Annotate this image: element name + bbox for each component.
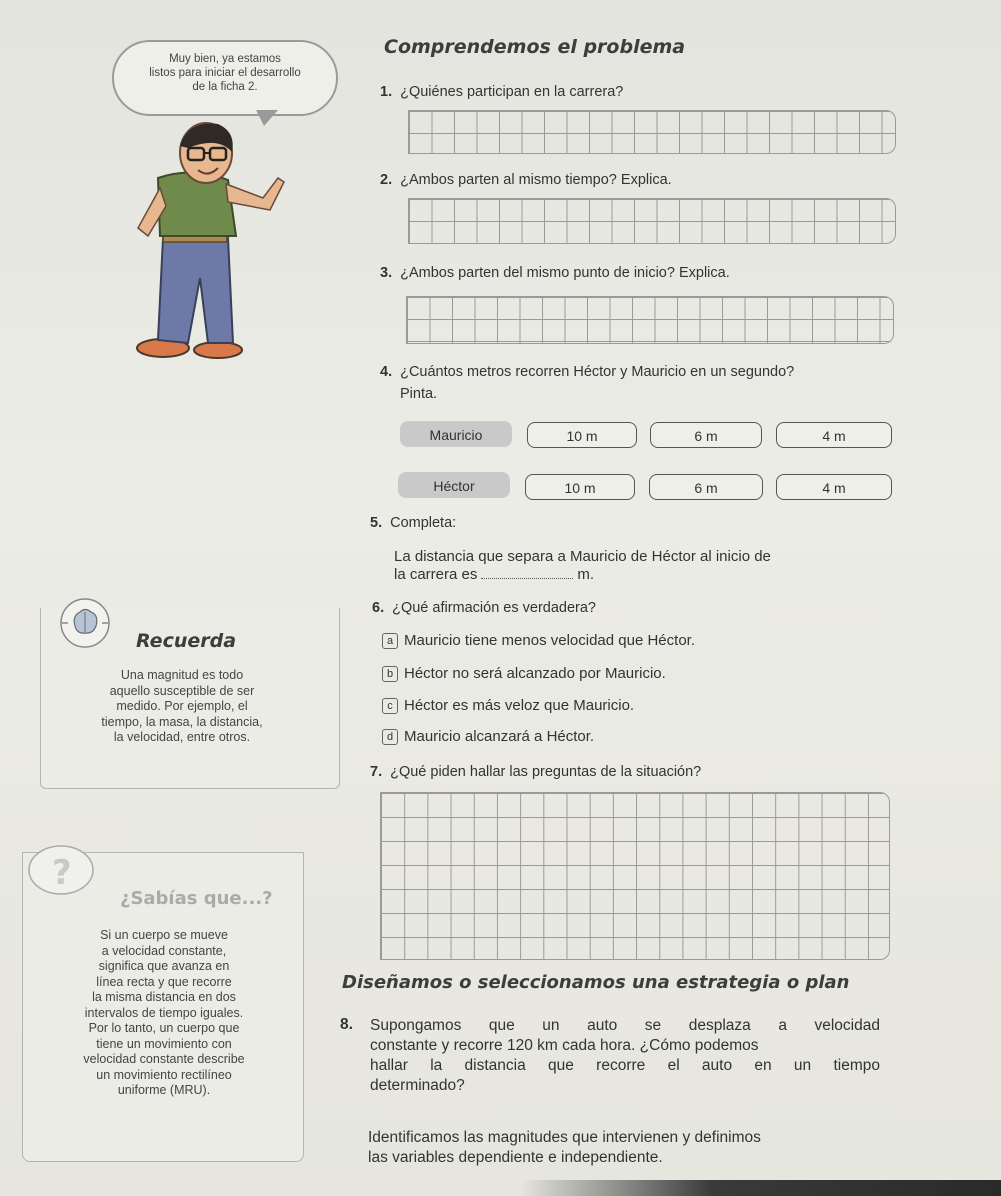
question-2 (380, 172, 672, 188)
q8-line-4: determinado? (370, 1077, 465, 1094)
q4-text: ¿Cuántos metros recorren Héctor y Mauricio en un segundo? (400, 364, 795, 380)
recuerda-line-2: aquello susceptible de ser (109, 683, 255, 698)
q4-instruction: Pinta. (400, 386, 438, 402)
q7-number: 7. (370, 764, 383, 780)
option-mauricio-6m[interactable]: 6 m (650, 422, 762, 448)
q6-option-c-letter: c (382, 698, 398, 714)
option-mauricio-10m[interactable]: 10 m (527, 422, 637, 448)
identify-note (368, 1128, 761, 1168)
q1-number: 1. (380, 84, 393, 100)
q6-option-d-letter: d (382, 729, 398, 745)
bubble-line-1: Muy bien, ya estamos (169, 53, 281, 65)
sabias-line-11: uniforme (MRU). (117, 1083, 211, 1097)
question-3 (380, 265, 730, 281)
sabias-title: ¿Sabías que...? (120, 888, 273, 909)
q4-number: 4. (380, 364, 393, 380)
question-7 (370, 764, 701, 780)
q3-text: ¿Ambos parten del mismo punto de inicio? Explica. (400, 265, 730, 281)
sabias-line-8: tiene un movimiento con (96, 1036, 232, 1051)
q2-number: 2. (380, 172, 393, 188)
q6-option-a-letter: a (382, 633, 398, 649)
q6-option-b-text: Héctor no será alcanzado por Mauricio. (404, 665, 666, 682)
sabias-line-4: línea recta y que recorre (96, 974, 232, 989)
q8-number: 8. (340, 1016, 353, 1033)
recuerda-line-1: Una magnitud es todo (120, 668, 244, 682)
question-4 (380, 364, 794, 380)
bubble-line-3: de la ficha 2. (192, 81, 258, 93)
pill-mauricio-label: Mauricio (400, 421, 512, 447)
sabias-line-6: intervalos de tiempo iguales. (84, 1005, 244, 1020)
answer-grid-2[interactable] (408, 198, 896, 244)
recuerda-text (52, 668, 312, 746)
q5-text: Completa: (390, 515, 457, 531)
question-1 (380, 84, 623, 100)
q6-option-c-text: Héctor es más veloz que Mauricio. (404, 697, 635, 714)
q6-text: ¿Qué afirmación es verdadera? (392, 600, 596, 616)
option-mauricio-4m[interactable]: 4 m (776, 422, 892, 448)
student-character-illustration (108, 118, 298, 368)
q1-text: ¿Quiénes participan en la carrera? (400, 84, 624, 100)
sabias-line-2: a velocidad constante, (101, 943, 227, 958)
pill-hector-label: Héctor (398, 472, 510, 498)
q8-line-2: constante y recorre 120 km cada hora. ¿Cómo podemos (370, 1037, 759, 1054)
option-hector-4m[interactable]: 4 m (776, 474, 892, 500)
q5-number: 5. (370, 515, 383, 531)
answer-grid-7[interactable] (380, 792, 890, 960)
q6-option-c[interactable] (382, 697, 634, 714)
brain-icon (58, 596, 112, 650)
recuerda-line-4: tiempo, la masa, la distancia, (101, 714, 263, 729)
q8-line-3: hallar la distancia que recorre el auto en un tiempo (370, 1057, 880, 1074)
question-mark-icon (26, 842, 96, 898)
answer-grid-1[interactable] (408, 110, 896, 154)
note-line-1: Identificamos las magnitudes que intervienen y definimos (368, 1129, 761, 1146)
sabias-line-5: la misma distancia en dos (92, 990, 236, 1004)
sabias-line-9: velocidad constante describe (83, 1052, 245, 1066)
recuerda-line-5: la velocidad, entre otros. (113, 730, 251, 744)
q5-sentence-start: la carrera es (394, 566, 478, 583)
q5-sentence-end: m. (577, 566, 595, 583)
svg-text:?: ? (52, 853, 72, 893)
answer-grid-3[interactable] (406, 296, 894, 344)
question-5 (370, 515, 456, 531)
section-title-disenamos: Diseñamos o seleccionamos una estrategia o plan (342, 972, 850, 993)
q3-number: 3. (380, 265, 393, 281)
bottom-shadow (520, 1180, 1001, 1196)
q6-option-b-letter: b (382, 666, 398, 682)
q6-option-d[interactable] (382, 728, 594, 745)
option-hector-6m[interactable]: 6 m (649, 474, 763, 500)
q6-option-d-text: Mauricio alcanzará a Héctor. (404, 728, 595, 745)
q6-option-a-text: Mauricio tiene menos velocidad que Héctor. (404, 632, 695, 649)
option-hector-10m[interactable]: 10 m (525, 474, 635, 500)
q8-line-1: Supongamos que un auto se desplaza a velocidad (370, 1017, 880, 1034)
q2-text: ¿Ambos parten al mismo tiempo? Explica. (400, 172, 672, 188)
q6-option-a[interactable] (382, 632, 695, 649)
sabias-line-3: significa que avanza en (98, 959, 230, 973)
q5-blank[interactable] (481, 578, 573, 579)
bubble-line-2: listos para iniciar el desarrollo (149, 67, 301, 79)
sabias-text (30, 928, 298, 1099)
q6-number: 6. (372, 600, 385, 616)
note-line-2: las variables dependiente e independiente. (368, 1149, 663, 1166)
q7-text: ¿Qué piden hallar las preguntas de la situación? (390, 764, 702, 780)
question-6 (372, 600, 596, 616)
q6-option-b[interactable] (382, 665, 666, 682)
sabias-line-10: un movimiento rectilíneo (96, 1067, 232, 1082)
section-title-comprendemos: Comprendemos el problema (384, 36, 686, 58)
sabias-line-1: Si un cuerpo se mueve (100, 928, 228, 942)
sabias-line-7: Por lo tanto, un cuerpo que (88, 1021, 240, 1035)
recuerda-title: Recuerda (136, 630, 237, 652)
speech-bubble (112, 40, 338, 116)
q5-sentence-line-2 (394, 566, 594, 583)
question-8 (370, 1016, 880, 1096)
q5-sentence-line-1: La distancia que separa a Mauricio de Héctor al inicio de (394, 548, 771, 565)
recuerda-line-3: medido. Por ejemplo, el (116, 699, 248, 713)
